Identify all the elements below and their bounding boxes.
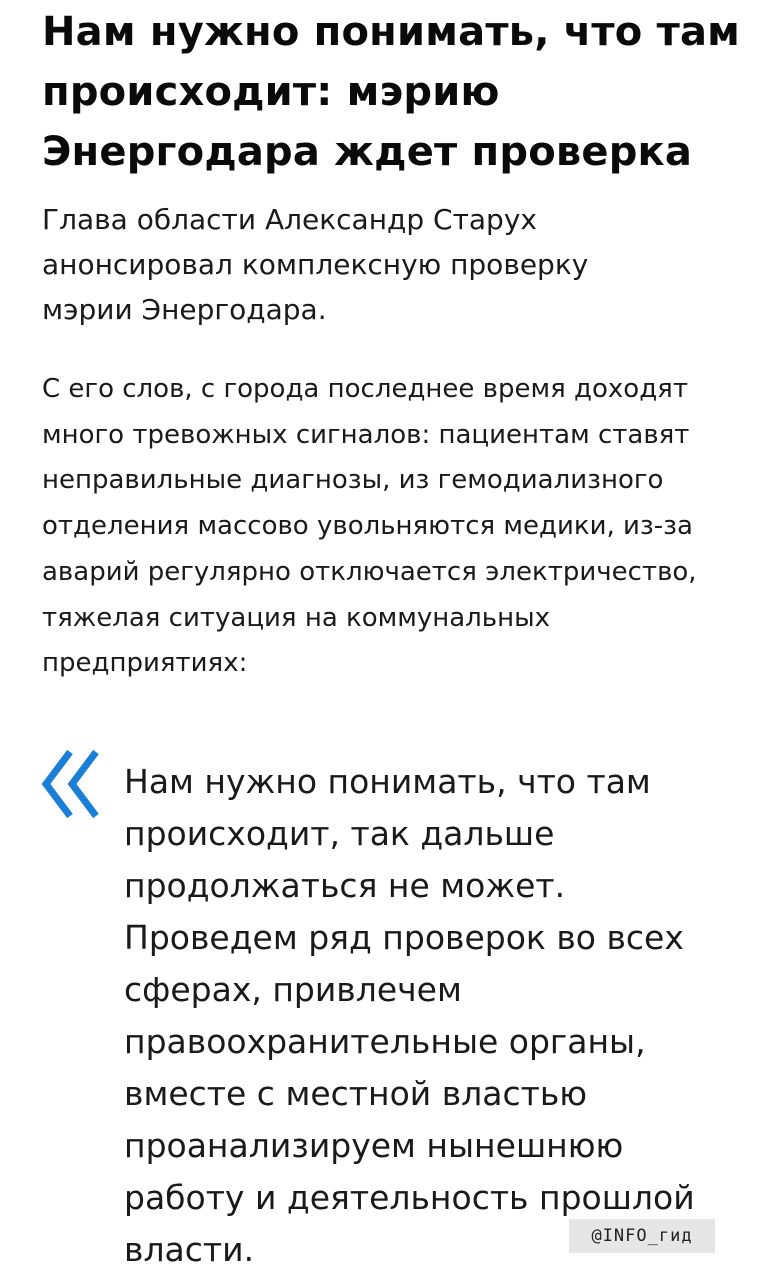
article-body-paragraph: С его слов, с города последнее время доходят много тревожных сигналов: пациентам ставят неправильные диагнозы, из гемодиализного отделения массово увольняются медики, из-за аварий регулярно отключается электричество, тяжелая ситуация на коммунальных предприятиях: — [42, 374, 697, 679]
channel-watermark: @INFO_гид — [569, 1219, 715, 1253]
quote-text: Нам нужно понимать, что там происходит, так дальше продолжаться не может. Проведем ряд проверок во всех сферах, привлечем правоохранительные органы, вместе с местной властью проанализируем нынешнюю работу и деятельность прошлой власти. — [124, 762, 695, 1269]
article-headline: Нам нужно понимать, что там происходит: мэрию Энергодара ждет проверка — [42, 9, 741, 175]
left-double-quote-icon — [38, 744, 108, 824]
article-lead: Глава области Александр Старух анонсировал комплексную проверку мэрии Энергодара. — [42, 203, 589, 326]
